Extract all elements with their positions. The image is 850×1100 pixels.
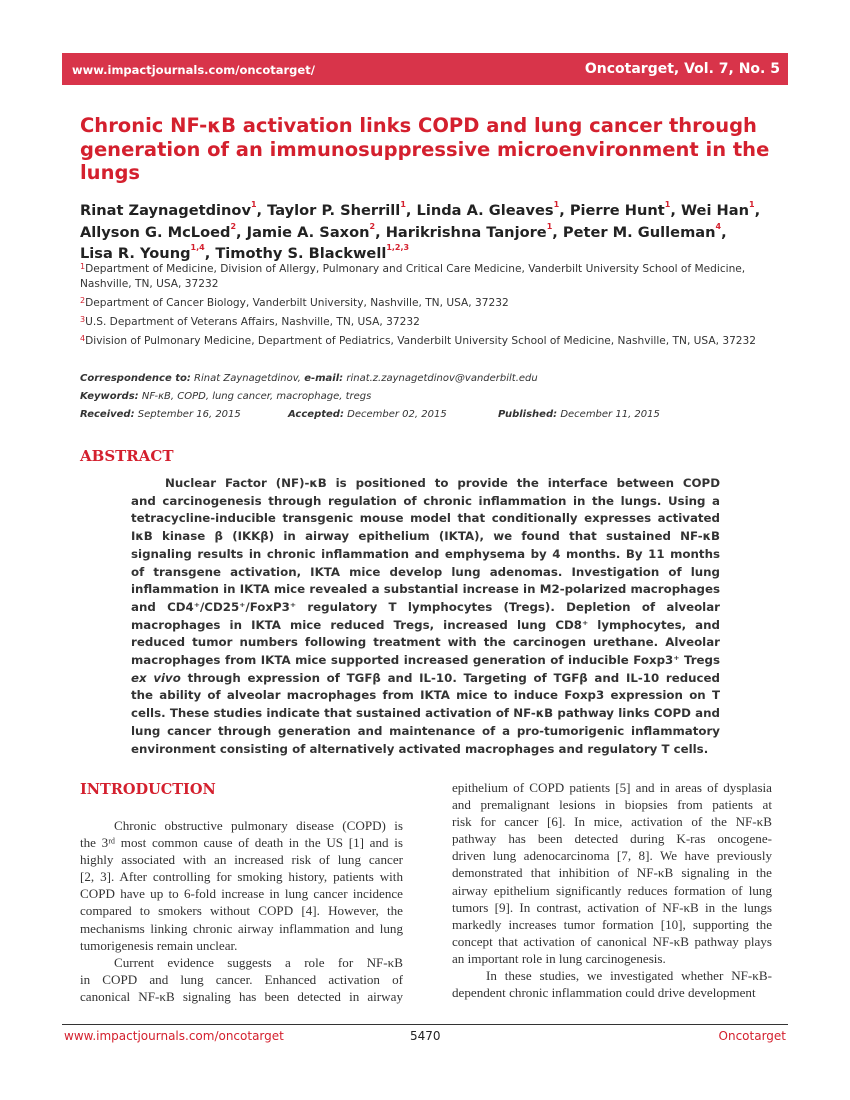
- keywords-line: [80, 391, 780, 409]
- published-value: December 11, 2015: [560, 409, 660, 420]
- accepted-value: December 02, 2015: [347, 409, 447, 420]
- abstract-line: macrophages from IKTA mice supported increased generation of inducible Foxp3⁺ Tregs: [131, 653, 720, 668]
- published-label: Published:: [498, 409, 558, 420]
- author-affiliation-sup: 2: [369, 221, 376, 231]
- affiliation-sup: 1: [80, 262, 86, 271]
- author-affiliation-sup: 1,2,3: [386, 243, 410, 252]
- paragraph-line: canonical NF-κB signaling has been detected in airway: [80, 988, 403, 1004]
- author-name: Linda A. Gleaves: [416, 202, 554, 219]
- paragraph-line: in COPD and lung cancer. Enhanced activation of: [80, 971, 403, 987]
- author-name: Jamie A. Saxon: [246, 223, 370, 241]
- paragraph-line: Current evidence suggests a role for NF-κB: [114, 954, 403, 970]
- paragraph-line: and premalignant lesions in biopsies from patients at: [452, 797, 772, 813]
- abstract-line: and carcinogenesis through regulation of chronic inflammation in the lungs. Using a: [131, 493, 720, 508]
- abstract-line: tetracycline-inducible transgenic mouse model that conditionally expresses activated: [131, 511, 720, 526]
- paragraph-line: tumorigenesis remain unclear.: [80, 937, 238, 953]
- abstract-line: of transgene activation, IKTA mice develop lung adenomas. Investigation of lung: [131, 564, 720, 579]
- published-date: [498, 409, 660, 420]
- paragraph-line: epithelium of COPD patients [5] and in areas of dysplasia: [452, 780, 772, 795]
- abstract-line: lung cancer through generation and maintenance of a pro-tumorigenic inflammatory: [131, 723, 720, 738]
- author-name: Allyson G. McLoed: [80, 223, 231, 241]
- paragraph-line: dependent chronic inflammation could drive development: [452, 985, 756, 1001]
- article-title: [80, 114, 780, 185]
- paragraph-line: compared to smokers without COPD [4]. However, the: [80, 903, 403, 919]
- paragraph-line: Chronic obstructive pulmonary disease (COPD) is: [114, 818, 403, 833]
- paragraph-line: an important role in lung carcinogenesis.: [452, 950, 666, 966]
- author-name: Harikrishna Tanjore: [385, 223, 547, 241]
- abstract-line: ex vivo through expression of TGFβ and IL-10. Targeting of TGFβ and IL-10 reduced: [131, 670, 720, 685]
- abstract-line: macrophages in IKTA mice reduced Tregs, increased lung CD8⁺ lymphocytes, and: [131, 617, 720, 632]
- email-link[interactable]: rinat.z.zaynagetdinov@vanderbilt.edu: [346, 373, 538, 384]
- author-affiliation-sup: 1: [400, 200, 406, 209]
- author-name: Taylor P. Sherrill: [267, 202, 401, 219]
- abstract-line: inflammation in IKTA mice revealed a substantial increase in M2-polarized macrophages: [131, 582, 720, 597]
- article-meta: [80, 373, 780, 427]
- paragraph-line: pathway has been detected during K-ras oncogene-: [452, 831, 772, 847]
- affiliation-item: [80, 262, 775, 292]
- author-affiliation-sup: 1: [664, 200, 671, 209]
- accepted-label: Accepted:: [288, 409, 344, 420]
- abstract-line: IκB kinase β (IKKβ) in airway epithelium (IKTA), we found that sustained NF-κB: [131, 529, 720, 544]
- abstract-line: the ability of alveolar macrophages from IKTA mice to induce Foxp3 expression on T: [131, 688, 720, 703]
- author-list: Rinat Zaynagetdinov$^1$, Taylor P. Sherrill$^1$, Linda A. Gleaves$^1$, Pierre Hunt$^1$, Wei Han$^1$, Allyson G. McLoed$^2$, Jamie A. Saxon$^2$, Harikrishna Tanjore$^1$, Peter M. Gulleman$^4$, Lisa R. Young$^{1,4}$, Timothy S. Blackwell$^{1,2,3}$: [80, 200, 761, 262]
- abstract-line: reduced tumor numbers following treatment with the carcinogen urethane. Alveolar: [131, 635, 720, 650]
- correspondence-label: Correspondence to:: [80, 373, 191, 384]
- paragraph-line: markedly increases tumor formation [10], supporting the: [452, 916, 772, 932]
- paragraph-line: COPD have up to 6-fold increase in lung cancer incidence: [80, 886, 403, 902]
- affiliation-sup: 4: [80, 334, 86, 343]
- journal-header-bar: [62, 53, 788, 85]
- keywords-label: Keywords:: [80, 391, 139, 402]
- received-value: September 16, 2015: [137, 409, 241, 420]
- correspondence-name: Rinat Zaynagetdinov,: [194, 373, 301, 384]
- introduction-heading: INTRODUCTION: [80, 781, 216, 798]
- correspondence-line: [80, 373, 780, 391]
- received-label: Received:: [80, 409, 135, 420]
- abstract-line: and CD4⁺/CD25⁺/FoxP3⁺ regulatory T lymphocytes (Tregs). Depletion of alveolar: [131, 599, 720, 614]
- email-label: e-mail:: [304, 373, 344, 384]
- paragraph-line: driven lung adenocarcinoma [7, 8]. We have previously: [452, 848, 772, 864]
- author-affiliation-sup: 2: [230, 221, 237, 231]
- abstract-line: signaling results in chronic inflammation and emphysema by 4 months. By 11 months: [131, 546, 720, 561]
- footer-divider: [62, 1024, 788, 1025]
- author-name: Lisa R. Young: [80, 245, 191, 262]
- paragraph-line: tumors [9]. In contrast, activation of NF-κB in the lungs: [452, 899, 772, 915]
- abstract-line: environment consisting of alternatively activated macrophages and regulatory T cells.: [131, 741, 709, 756]
- accepted-date: [288, 409, 447, 420]
- affiliation-item: [80, 334, 775, 349]
- affiliation-list: [80, 262, 775, 353]
- author-name: Peter M. Gulleman: [562, 223, 716, 241]
- paragraph-line: In these studies, we investigated whether NF-κB-: [486, 968, 772, 984]
- affiliation-sup: 2: [80, 296, 86, 305]
- paragraph-line: concept that activation of canonical NF-κB pathway plays: [452, 933, 772, 949]
- paragraph-line: [2, 3]. After controlling for smoking history, patients with: [80, 869, 403, 885]
- author-name: Wei Han: [680, 202, 749, 219]
- author-name: Rinat Zaynagetdinov: [80, 202, 251, 219]
- author-affiliation-sup: 1: [546, 221, 553, 231]
- abstract-heading: ABSTRACT: [80, 447, 174, 465]
- affiliation-text: U.S. Department of Veterans Affairs, Nashville, TN, USA, 37232: [85, 316, 420, 328]
- keywords: NF-κB, COPD, lung cancer, macrophage, tregs: [141, 391, 372, 402]
- paragraph-line: risk for cancer [6]. In mice, activation of the NF-κB: [452, 814, 772, 830]
- page-number: 5470: [410, 1029, 441, 1043]
- title-line: generation of an immunosuppressive microenvironment in the: [80, 137, 770, 161]
- paragraph-line: airway epithelium significantly reduces formation of lung: [452, 882, 772, 898]
- dates-line: [80, 409, 780, 427]
- author-affiliation-sup: 1: [553, 200, 560, 209]
- affiliation-text: Department of Medicine, Division of Allergy, Pulmonary and Critical Care Medicine, Vanderbilt University School of Medicine, Nashville, TN, USA, 37232: [80, 263, 746, 290]
- author-affiliation-sup: 1: [748, 200, 755, 209]
- affiliation-text: Division of Pulmonary Medicine, Department of Pediatrics, Vanderbilt University School of Medicine, Nashville, TN, USA, 37232: [85, 335, 757, 347]
- abstract-body: [131, 475, 720, 758]
- footer-url-link[interactable]: www.impactjournals.com/oncotarget: [64, 1029, 284, 1043]
- footer-journal: Oncotarget: [718, 1029, 786, 1043]
- author-name: Timothy S. Blackwell: [215, 245, 387, 262]
- author-affiliation-sup: 4: [715, 221, 722, 231]
- italic-term: ex vivo: [131, 670, 181, 685]
- author-affiliation-sup: 1: [250, 200, 257, 209]
- affiliation-item: [80, 296, 775, 311]
- affiliation-text: Department of Cancer Biology, Vanderbilt University, Nashville, TN, USA, 37232: [85, 297, 509, 309]
- paragraph-line: demonstrated that inhibition of NF-κB signaling in the: [452, 865, 772, 881]
- paragraph-line: highly associated with an increased risk of lung cancer: [80, 852, 403, 868]
- author-affiliation-sup: 1,4: [190, 243, 205, 252]
- author-name: Pierre Hunt: [569, 202, 665, 219]
- paragraph-line: mechanisms linking chronic airway inflammation and lung: [80, 920, 403, 936]
- abstract-line: Nuclear Factor (NF)-κB is positioned to provide the interface between COPD: [165, 476, 720, 490]
- paragraph-line: the 3ʳᵈ most common cause of death in the US [1] and is: [80, 835, 403, 851]
- affiliation-item: [80, 315, 775, 330]
- intro-left-column: [80, 817, 403, 1005]
- header-journal-volume: Oncotarget, Vol. 7, No. 5: [584, 61, 780, 77]
- title-line: Chronic NF-κB activation links COPD and lung cancer through: [80, 114, 757, 137]
- intro-right-column: [452, 779, 772, 1001]
- title-line: lungs: [80, 161, 141, 184]
- header-url-link[interactable]: www.impactjournals.com/oncotarget/: [72, 63, 315, 77]
- affiliation-sup: 3: [80, 315, 86, 324]
- abstract-line: cells. These studies indicate that sustained activation of NF-κB pathway links COPD and: [131, 706, 720, 721]
- received-date: [80, 409, 241, 420]
